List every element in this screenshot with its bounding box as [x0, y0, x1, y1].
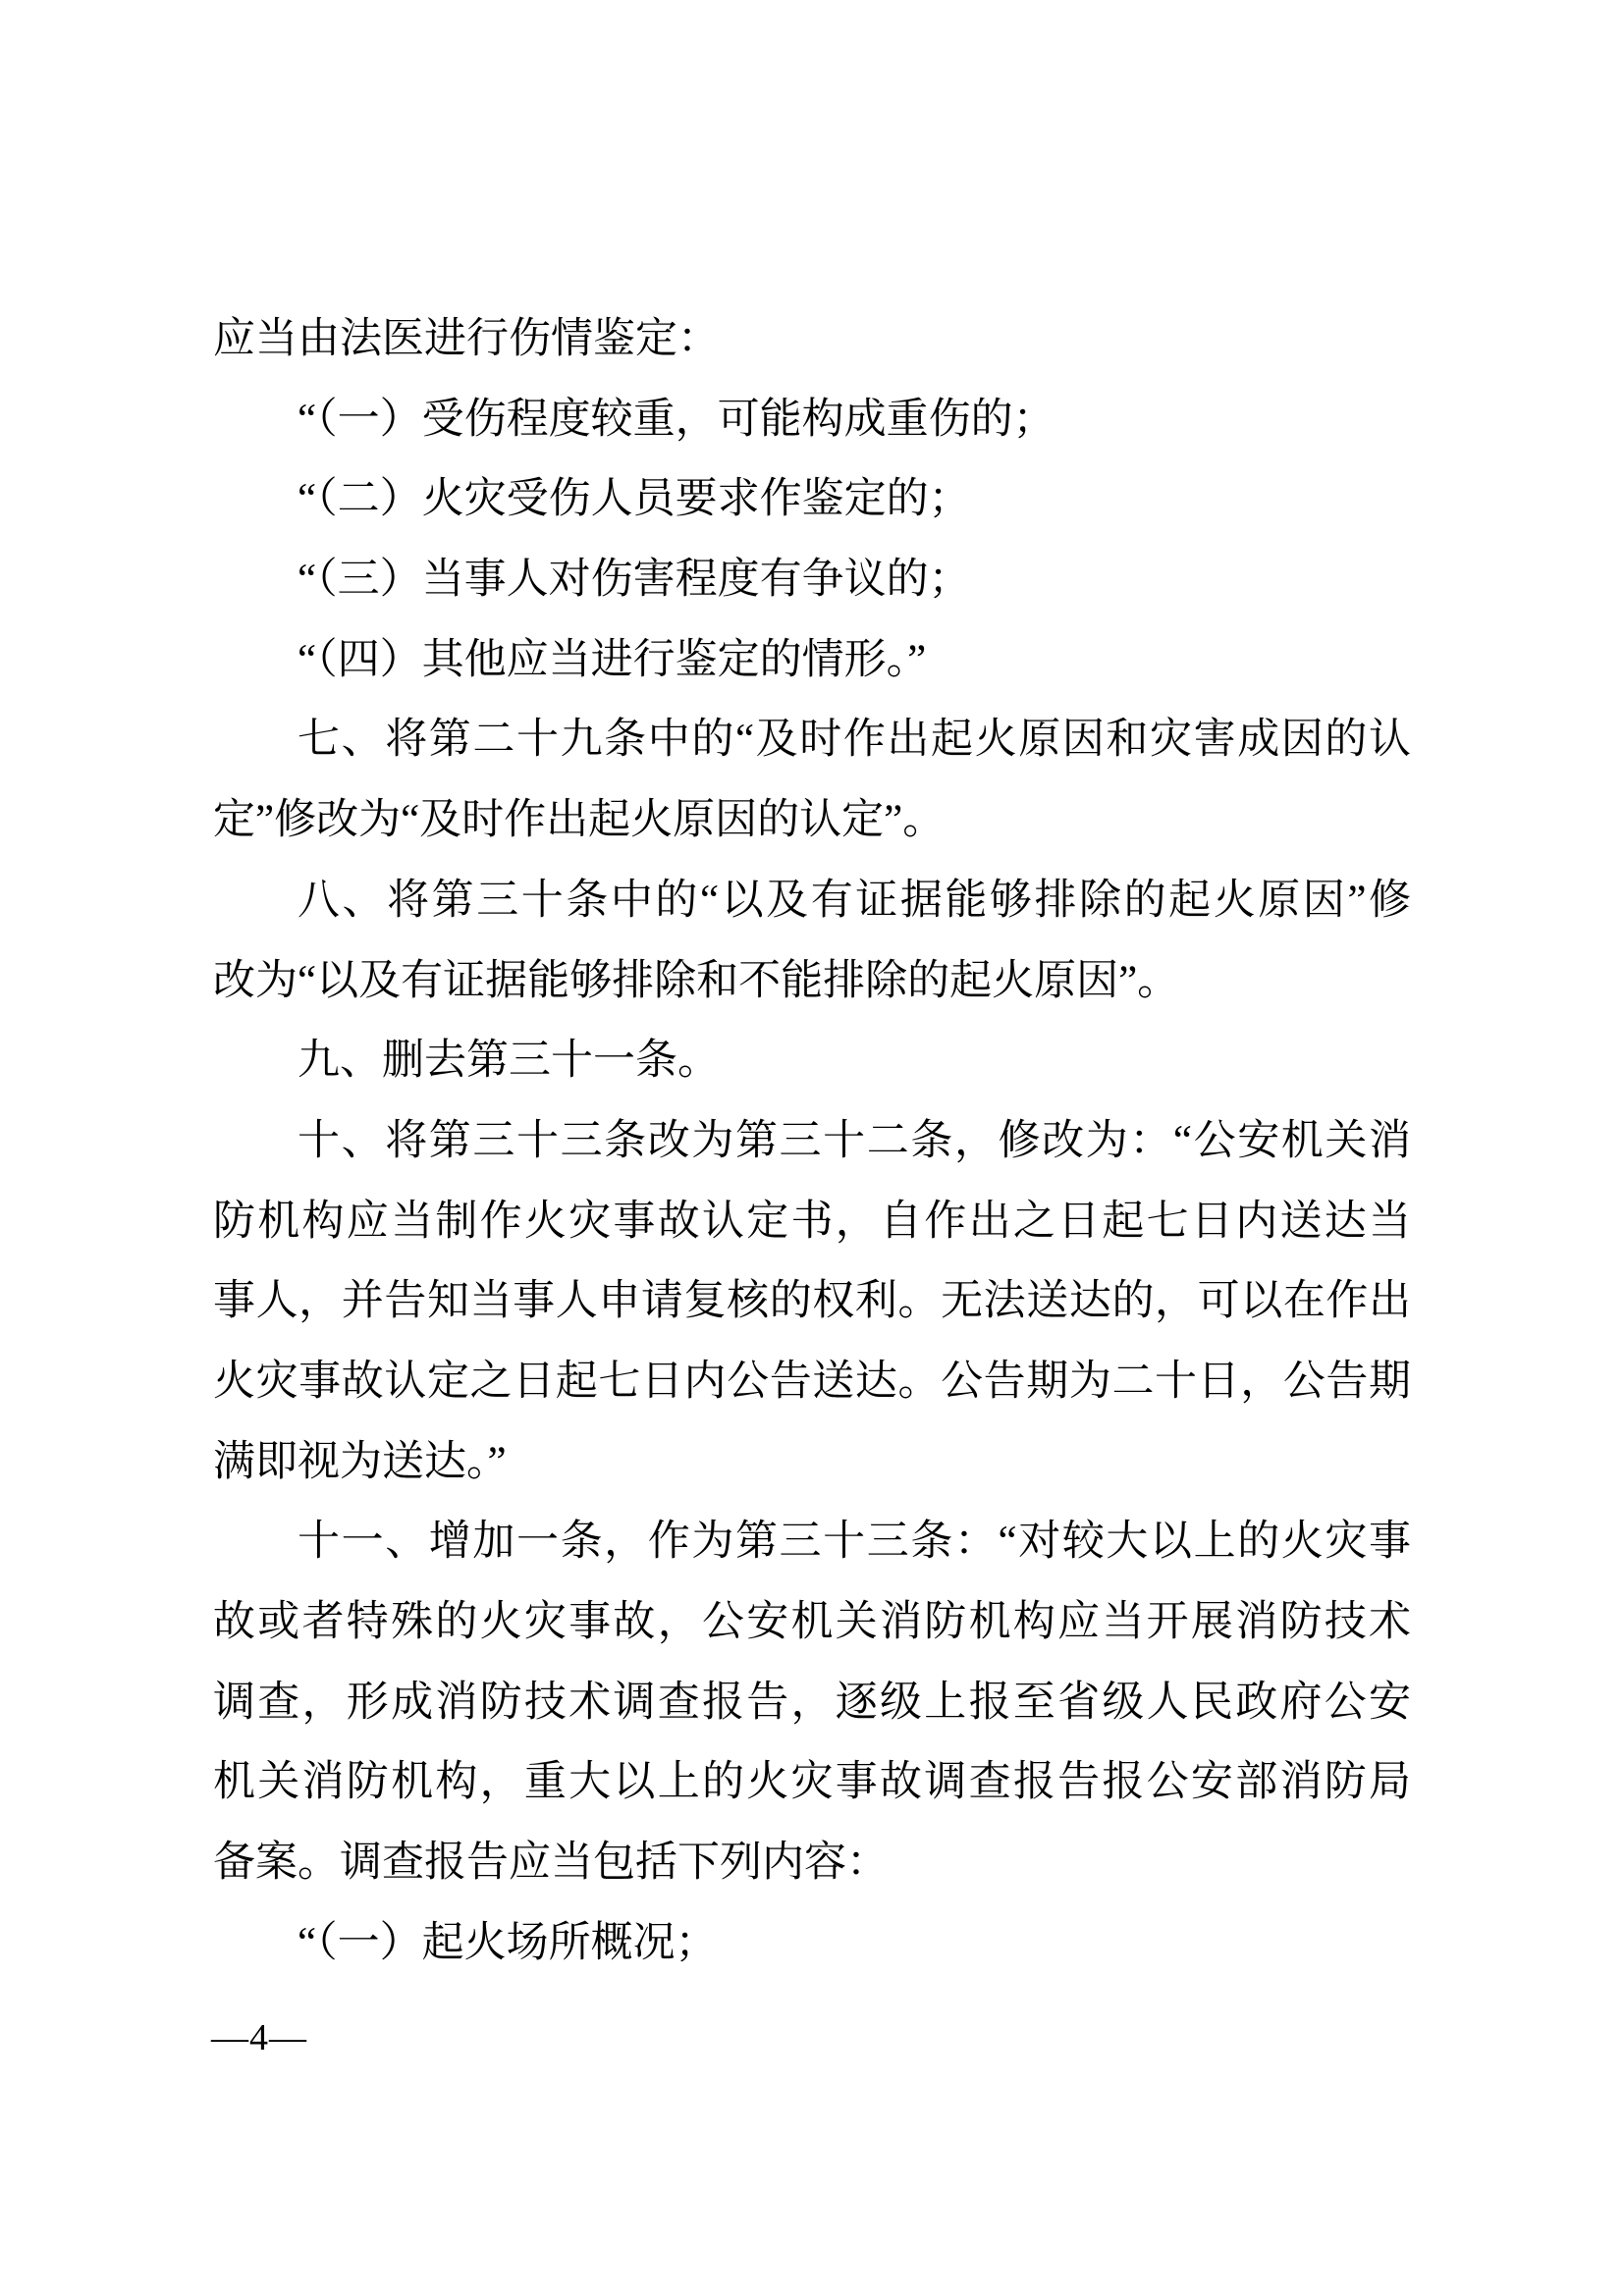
- page-number: —4—: [211, 2017, 307, 2058]
- text-line: 应当由法医进行伤情鉴定：: [213, 316, 720, 362]
- text-line: 火灾事故认定之日起七日内公告送达。公告期为二十日，公告期: [213, 1358, 1411, 1405]
- text-line: 九、删去第三十一条。: [298, 1038, 720, 1085]
- text-line: 满即视为送达。”: [213, 1438, 507, 1485]
- text-line: 七、将第二十九条中的“及时作出起火原因和灾害成因的认: [298, 717, 1411, 764]
- text-line: 十、将第三十三条改为第三十二条，修改为：“公安机关消: [298, 1117, 1411, 1164]
- text-line: 事人，并告知当事人申请复核的权利。无法送达的，可以在作出: [213, 1278, 1411, 1325]
- text-line: 机关消防机构，重大以上的火灾事故调查报告报公安部消防局: [213, 1759, 1411, 1806]
- text-line: 八、将第三十条中的“以及有证据能够排除的起火原因”修: [298, 877, 1411, 924]
- text-line: “（二）火灾受伤人员要求作鉴定的；: [298, 476, 971, 523]
- text-line: “（四）其他应当进行鉴定的情形。”: [298, 636, 927, 683]
- text-line: 调查，形成消防技术调查报告，逐级上报至省级人民政府公安: [213, 1679, 1411, 1726]
- text-line: 定”修改为“及时作出起火原因的认定”。: [213, 797, 946, 844]
- document-body: [213, 299, 1411, 1983]
- text-line: 防机构应当制作火灾事故认定书，自作出之日起七日内送达当: [213, 1198, 1411, 1245]
- text-line: “（一）受伤程度较重，可能构成重伤的；: [298, 396, 1055, 443]
- text-line: “（三）当事人对伤害程度有争议的；: [298, 557, 971, 604]
- text-line: 改为“以及有证据能够排除和不能排除的起火原因”。: [213, 957, 1180, 1004]
- text-line: 备案。调查报告应当包括下列内容：: [213, 1840, 889, 1887]
- text-line: 故或者特殊的火灾事故，公安机关消防机构应当开展消防技术: [213, 1599, 1411, 1645]
- text-line: “（一）起火场所概况；: [298, 1919, 718, 1966]
- text-line: 十一、增加一条，作为第三十三条：“对较大以上的火灾事: [298, 1519, 1411, 1566]
